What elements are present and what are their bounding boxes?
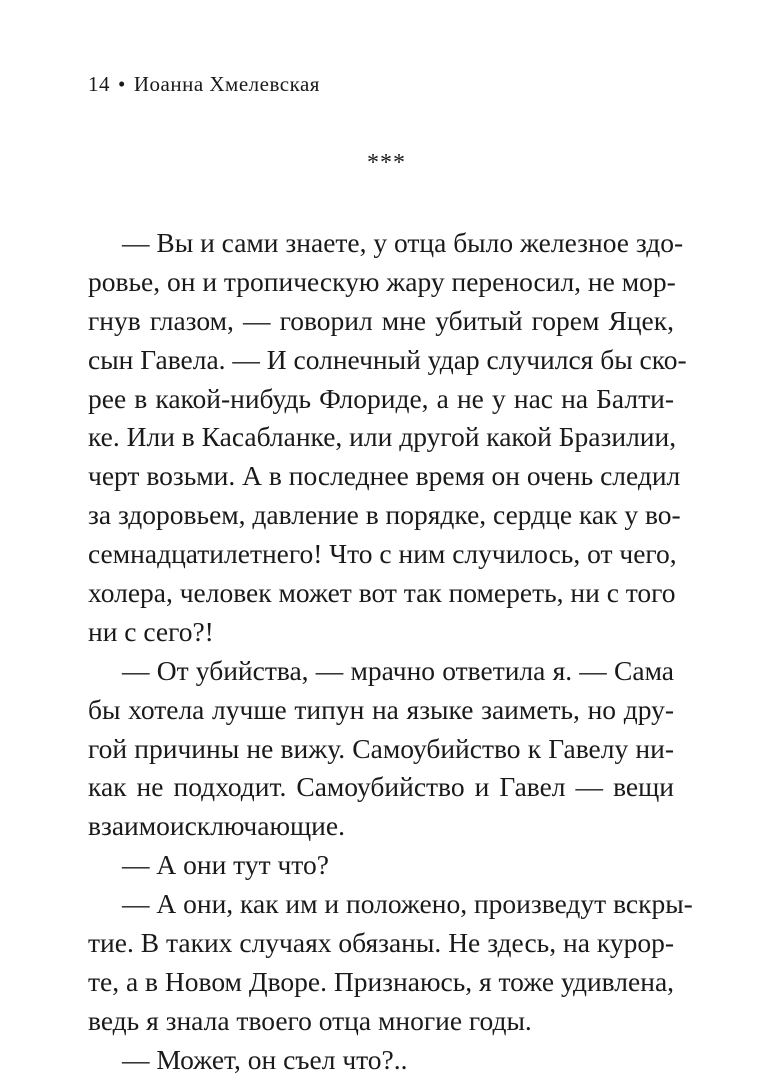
text-line: семнадцатилетнего! Что с ним случилось, от чего, [88,538,677,570]
text-line: ровье, он и тропическую жару переносил, не мор- [88,265,676,297]
text-line: ведь я знала твоего отца многие годы. [88,1004,532,1036]
section-break-ornament: *** [367,150,406,176]
running-head [88,72,320,97]
text-line: холера, человек может вот так помереть, ни с того [88,577,676,609]
text-line: ке. Или в Касабланке, или другой какой Бразилии, [88,421,677,453]
text-line: — А они, как им и положено, произведут вскры- [122,888,693,920]
text-line: как не подходит. Самоубийство и Гавел — вещи [88,771,674,803]
text-line: те, а в Новом Дворе. Признаюсь, я тоже удивлена, [88,965,675,997]
author-name: Иоанна Хмелевская [133,72,320,96]
text-line: — От убийства, — мрачно ответила я. — Сама [122,654,674,686]
text-line: бы хотела лучше типун на языке заиметь, но дру- [88,693,674,725]
header-separator: • [118,72,126,96]
text-line: черт возьми. А в последнее время он очень следил [88,460,681,492]
text-line: взаимоисключающие. [88,810,345,842]
text-line: гнув глазом, — говорил мне убитый горем Яцек, [88,304,674,336]
text-line: — Вы и сами знаете, у отца было железное здо- [122,227,684,258]
text-line: рее в какой-нибудь Флориде, а не у нас на Балти- [88,382,674,414]
text-line: гой причины не вижу. Самоубийство к Гавелу ни- [88,732,674,764]
text-line: — А они тут что? [122,849,329,881]
text-line: ни с сего?! [88,615,214,647]
page-number: 14 [88,72,110,96]
text-line: сын Гавела. — И солнечный удар случился бы ско- [88,343,687,375]
text-line: — Может, он съел что?.. [122,1043,408,1075]
text-line: тие. В таких случаях обязаны. Не здесь, на курор- [88,927,674,959]
text-line: за здоровьем, давление в порядке, сердце как у во- [88,499,681,531]
